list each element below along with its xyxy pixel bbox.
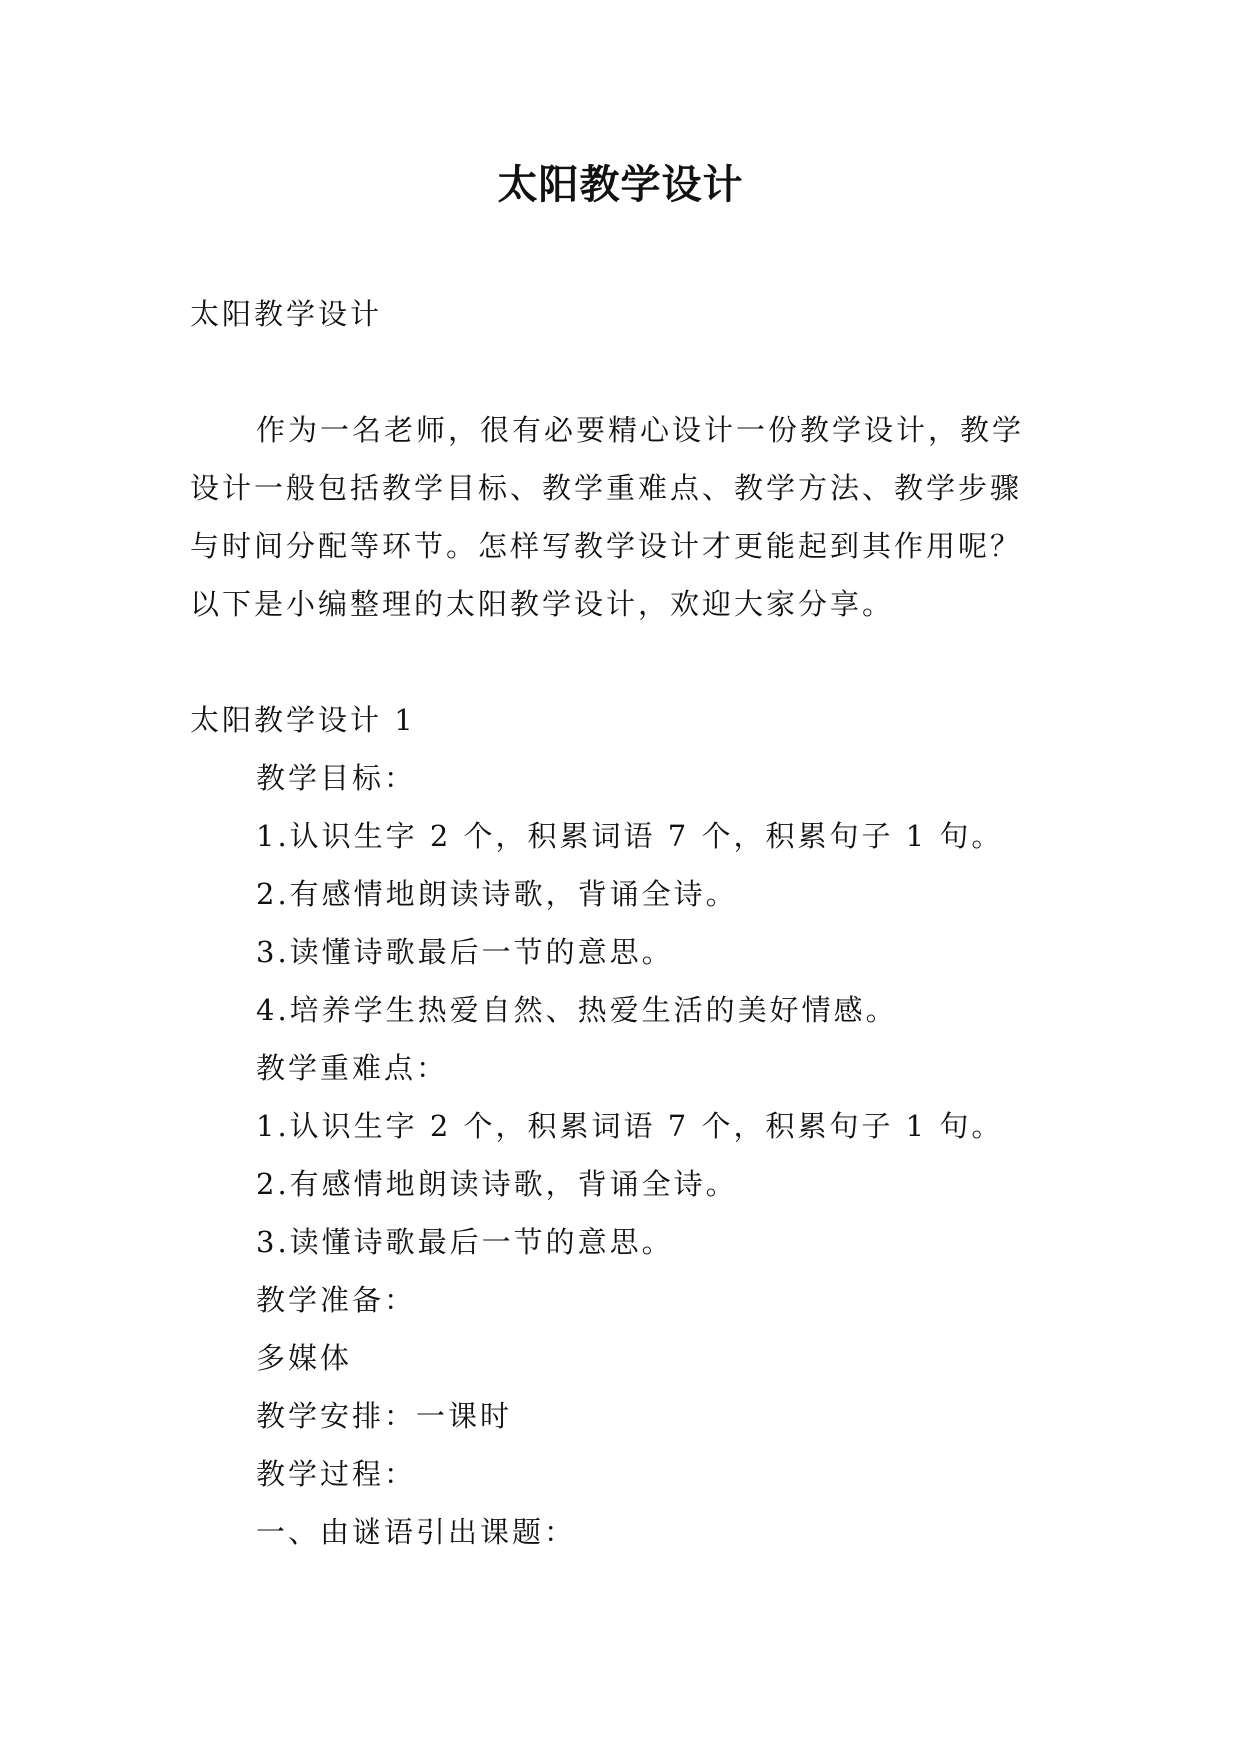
body-line: 1.认识生字 2 个，积累词语 7 个，积累句子 1 句。: [256, 819, 1004, 853]
intro-line-1: 作为一名老师，很有必要精心设计一份教学设计，教学: [256, 413, 1025, 447]
body-line: 教学过程：: [256, 1457, 417, 1491]
body-line: 多媒体: [256, 1341, 353, 1375]
body-line: 教学准备：: [256, 1283, 417, 1317]
intro-line-3: 与时间分配等环节。怎样写教学设计才更能起到其作用呢？: [190, 529, 1023, 563]
section-heading: 太阳教学设计 1: [190, 703, 416, 737]
body-line: 教学重难点：: [256, 1051, 449, 1085]
intro-line-4: 以下是小编整理的太阳教学设计，欢迎大家分享。: [190, 587, 895, 621]
document-subtitle: 太阳教学设计: [190, 297, 383, 331]
body-line: 2.有感情地朗读诗歌，背诵全诗。: [256, 1167, 738, 1201]
intro-line-2: 设计一般包括教学目标、教学重难点、教学方法、教学步骤: [190, 471, 1023, 505]
page-title: 太阳教学设计: [497, 162, 744, 208]
body-line: 教学目标：: [256, 761, 417, 795]
body-line: 3.读懂诗歌最后一节的意思。: [256, 1225, 674, 1259]
body-line: 2.有感情地朗读诗歌，背诵全诗。: [256, 877, 738, 911]
body-line: 一、由谜语引出课题：: [256, 1515, 577, 1549]
body-line: 1.认识生字 2 个，积累词语 7 个，积累句子 1 句。: [256, 1109, 1004, 1143]
body-line: 教学安排：一课时: [256, 1399, 513, 1433]
body-line: 3.读懂诗歌最后一节的意思。: [256, 935, 674, 969]
body-line: 4.培养学生热爱自然、热爱生活的美好情感。: [256, 993, 898, 1027]
